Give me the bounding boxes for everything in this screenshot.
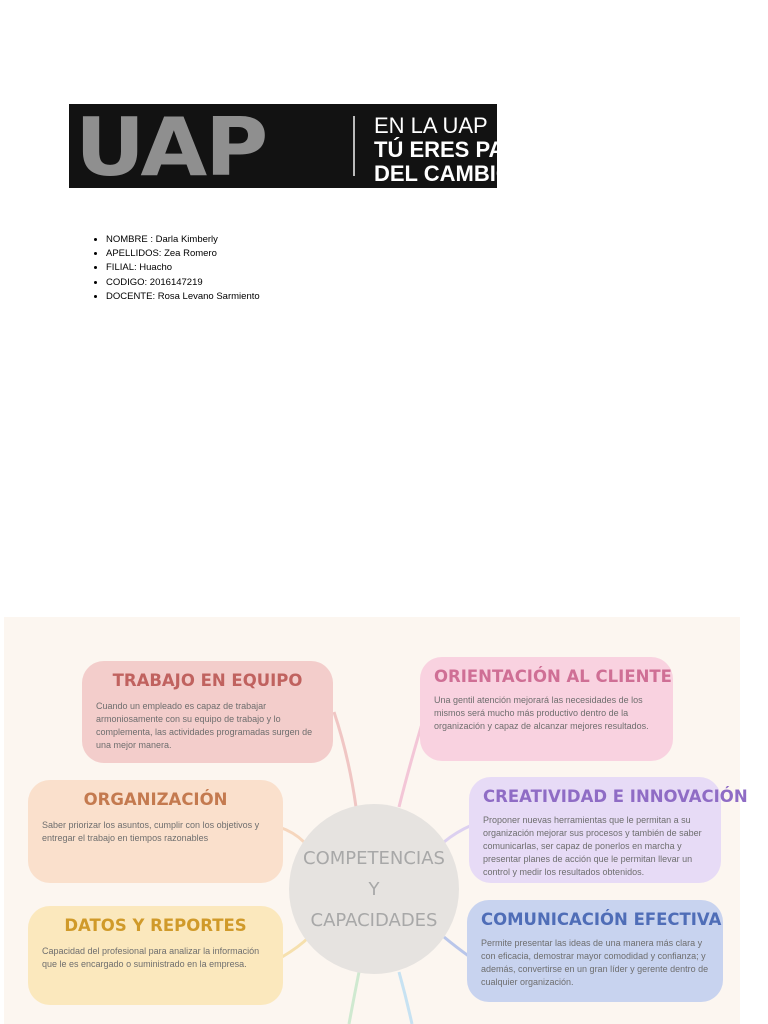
center-line-2: Y [368,878,380,900]
node-description: Cuando un empleado es capaz de trabajar armoniosamente con su equipo de trabajo y lo complementa, las actividades programadas surgen de una mejor manera. [96,701,313,750]
slogan-line-1: EN LA UAP [374,113,488,138]
node-datos-y-reportes [28,906,283,1005]
node-title: COMUNICACIÓN EFECTIVA [481,910,722,929]
node-description: Saber priorizar los asuntos, cumplir con los objetivos y entregar el trabajo en tiempos razonables [42,820,260,843]
student-surnames: • APELLIDOS: Zea Romero [106,247,260,261]
node-title: DATOS Y REPORTES [64,916,247,935]
node-title: ORIENTACIÓN AL CLIENTE [434,667,672,686]
connector-trabajo [334,712,356,807]
node-title: CREATIVIDAD E INNOVACIÓN [483,787,748,806]
banner-separator [353,116,355,176]
node-description: Una gentil atención mejorará las necesidades de los mismos será mucho más productivo dentro de la organización y capaz de alcanzar mejores resultados. [434,695,649,731]
student-branch: • FILIAL: Huacho [106,261,260,275]
node-title: TRABAJO EN EQUIPO [112,671,303,690]
uap-logo: UAP [75,101,267,194]
node-description: Proponer nuevas herramientas que le permitan a su organización mejorar sus procesos y también de saber comunicarlas, ser capaz de ponerlos en marcha y presentar planes de acción que le permitan llevar un control y medir los resultados obtenidos. [483,815,702,877]
center-topic [289,804,459,974]
student-teacher: • DOCENTE: Rosa Levano Sarmiento [106,290,260,304]
student-name: • NOMBRE : Darla Kimberly [106,233,260,247]
node-description: Permite presentar las ideas de una manera más clara y con eficacia, demostrar mayor comodidad y confianza; y además, convertirse en un gran líder y gerente dentro de cualquier organización. [481,938,709,987]
connector-bottom-left [349,972,359,1024]
student-code: • CODIGO: 2016147219 [106,276,260,290]
slogan-line-2: TÚ ERES PARTE [374,137,549,162]
uap-banner [69,101,549,194]
node-trabajo-en-equipo [82,661,333,763]
connector-bottom-right [399,972,412,1024]
node-creatividad-e-innovacion [469,777,748,883]
center-line-3: CAPACIDADES [310,909,438,931]
connector-creatividad [444,825,472,842]
banner-slogan [374,114,548,186]
connector-datos [282,937,309,957]
node-comunicacion-efectiva [467,900,723,1002]
competencies-mind-map [4,617,748,1024]
student-info-list [86,233,260,304]
node-title: ORGANIZACIÓN [83,790,228,809]
center-line-1: COMPETENCIAS [303,847,445,869]
slogan-line-3: DEL CAMBIO [374,161,513,186]
node-organizacion [28,780,283,883]
node-description: Capacidad del profesional para analizar la información que le es encargado o suministrado en la empresa. [42,946,260,969]
node-orientacion-al-cliente [420,657,673,761]
